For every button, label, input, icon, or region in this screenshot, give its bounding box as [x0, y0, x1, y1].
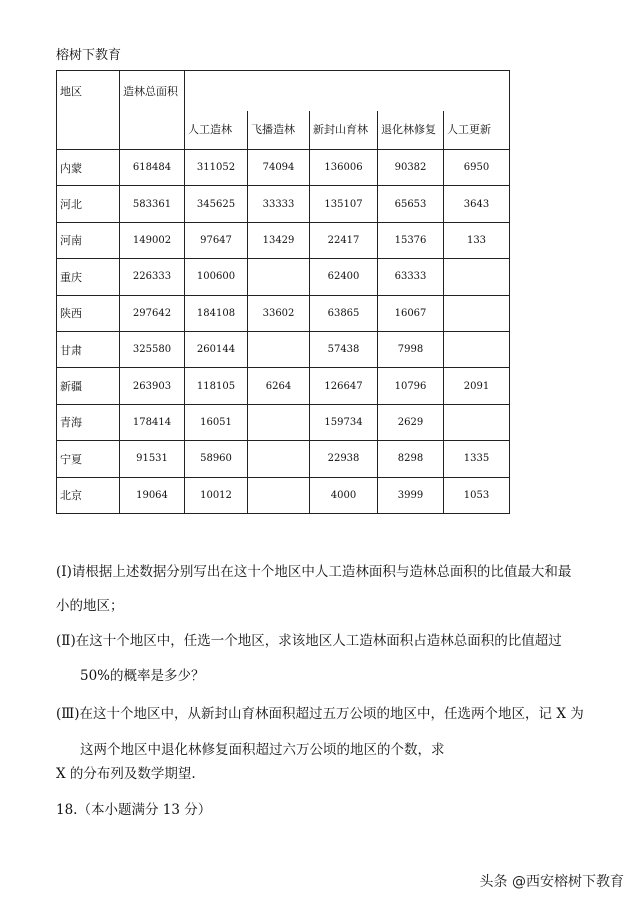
- question-1-line-2: 小的地区；: [56, 598, 124, 614]
- value-cell: 297642: [120, 295, 185, 331]
- value-cell: 65653: [378, 186, 444, 222]
- value-cell: 6950: [444, 150, 510, 186]
- table-row: [57, 331, 510, 367]
- region-cell: 新疆: [57, 368, 120, 404]
- header-subcol: 人工更新: [444, 111, 510, 150]
- table-row: [57, 368, 510, 404]
- value-cell: 22417: [310, 222, 378, 258]
- header-subcol: 飞播造林: [248, 111, 310, 150]
- question-3-line-3: X 的分布列及数学期望.: [56, 766, 196, 782]
- question-2-line-2: 50%的概率是多少？: [80, 668, 205, 684]
- header-subcol: 新封山育林: [310, 111, 378, 150]
- value-cell: 74094: [248, 150, 310, 186]
- value-cell: 1335: [444, 441, 510, 477]
- region-cell: 陕西: [57, 295, 120, 331]
- value-cell: 63865: [310, 295, 378, 331]
- value-cell: 1053: [444, 477, 510, 513]
- value-cell: 126647: [310, 368, 378, 404]
- value-cell: 260144: [185, 331, 248, 367]
- table-row: [57, 477, 510, 513]
- value-cell: [444, 331, 510, 367]
- value-cell: 13429: [248, 222, 310, 258]
- value-cell: [248, 477, 310, 513]
- header-subcol: 退化林修复: [378, 111, 444, 150]
- region-cell: 河南: [57, 222, 120, 258]
- value-cell: [248, 259, 310, 295]
- value-cell: 97647: [185, 222, 248, 258]
- value-cell: 33333: [248, 186, 310, 222]
- value-cell: 2091: [444, 368, 510, 404]
- value-cell: [444, 259, 510, 295]
- value-cell: 100600: [185, 259, 248, 295]
- value-cell: 62400: [310, 259, 378, 295]
- region-cell: 宁夏: [57, 441, 120, 477]
- value-cell: 90382: [378, 150, 444, 186]
- value-cell: 618484: [120, 150, 185, 186]
- value-cell: 311052: [185, 150, 248, 186]
- value-cell: 178414: [120, 404, 185, 440]
- forest-data-table: [56, 70, 510, 514]
- value-cell: 16067: [378, 295, 444, 331]
- value-cell: [444, 295, 510, 331]
- question-1-line-1: (I)请根据上述数据分别写出在这十个地区中人工造林面积与造林总面积的比值最大和最: [56, 564, 572, 580]
- value-cell: 325580: [120, 331, 185, 367]
- value-cell: [248, 404, 310, 440]
- question-2-line-1: (Ⅱ)在这十个地区中，任选一个地区，求该地区人工造林面积占造林总面积的比值超过: [56, 633, 562, 649]
- value-cell: [444, 404, 510, 440]
- value-cell: 19064: [120, 477, 185, 513]
- table-row: [57, 222, 510, 258]
- question-3-line-2: 这两个地区中退化林修复面积超过六万公顷的地区的个数，求: [80, 742, 445, 758]
- table-row: [57, 186, 510, 222]
- value-cell: 3999: [378, 477, 444, 513]
- value-cell: 16051: [185, 404, 248, 440]
- value-cell: 57438: [310, 331, 378, 367]
- next-question-heading: 18.（本小题满分 13 分）: [56, 802, 212, 818]
- table-row: [57, 441, 510, 477]
- value-cell: 6264: [248, 368, 310, 404]
- value-cell: 33602: [248, 295, 310, 331]
- value-cell: 583361: [120, 186, 185, 222]
- value-cell: 58960: [185, 441, 248, 477]
- value-cell: 149002: [120, 222, 185, 258]
- value-cell: 135107: [310, 186, 378, 222]
- watermark: 头条 @西安榕树下教育: [479, 874, 624, 890]
- header-region: 地区: [57, 71, 120, 150]
- value-cell: 226333: [120, 259, 185, 295]
- region-cell: 重庆: [57, 259, 120, 295]
- table-row: [57, 295, 510, 331]
- value-cell: 184108: [185, 295, 248, 331]
- value-cell: 15376: [378, 222, 444, 258]
- value-cell: 8298: [378, 441, 444, 477]
- value-cell: 159734: [310, 404, 378, 440]
- value-cell: 345625: [185, 186, 248, 222]
- table-row: [57, 259, 510, 295]
- region-cell: 内蒙: [57, 150, 120, 186]
- header-brand: 榕树下教育: [56, 48, 122, 63]
- region-cell: 河北: [57, 186, 120, 222]
- region-cell: 北京: [57, 477, 120, 513]
- value-cell: 263903: [120, 368, 185, 404]
- value-cell: 10796: [378, 368, 444, 404]
- header-spacer: [185, 71, 510, 111]
- table-row: [57, 150, 510, 186]
- value-cell: 3643: [444, 186, 510, 222]
- value-cell: 4000: [310, 477, 378, 513]
- value-cell: 2629: [378, 404, 444, 440]
- value-cell: 136006: [310, 150, 378, 186]
- value-cell: 133: [444, 222, 510, 258]
- value-cell: 91531: [120, 441, 185, 477]
- question-3-line-1: (Ⅲ)在这十个地区中，从新封山育林面积超过五万公顷的地区中，任选两个地区，记 X 为: [56, 706, 584, 722]
- value-cell: [248, 331, 310, 367]
- region-cell: 青海: [57, 404, 120, 440]
- header-total: 造林总面积: [120, 71, 185, 150]
- value-cell: 63333: [378, 259, 444, 295]
- value-cell: 7998: [378, 331, 444, 367]
- value-cell: 10012: [185, 477, 248, 513]
- value-cell: 118105: [185, 368, 248, 404]
- region-cell: 甘肃: [57, 331, 120, 367]
- value-cell: 22938: [310, 441, 378, 477]
- value-cell: [248, 441, 310, 477]
- header-subcol: 人工造林: [185, 111, 248, 150]
- table-row: [57, 404, 510, 440]
